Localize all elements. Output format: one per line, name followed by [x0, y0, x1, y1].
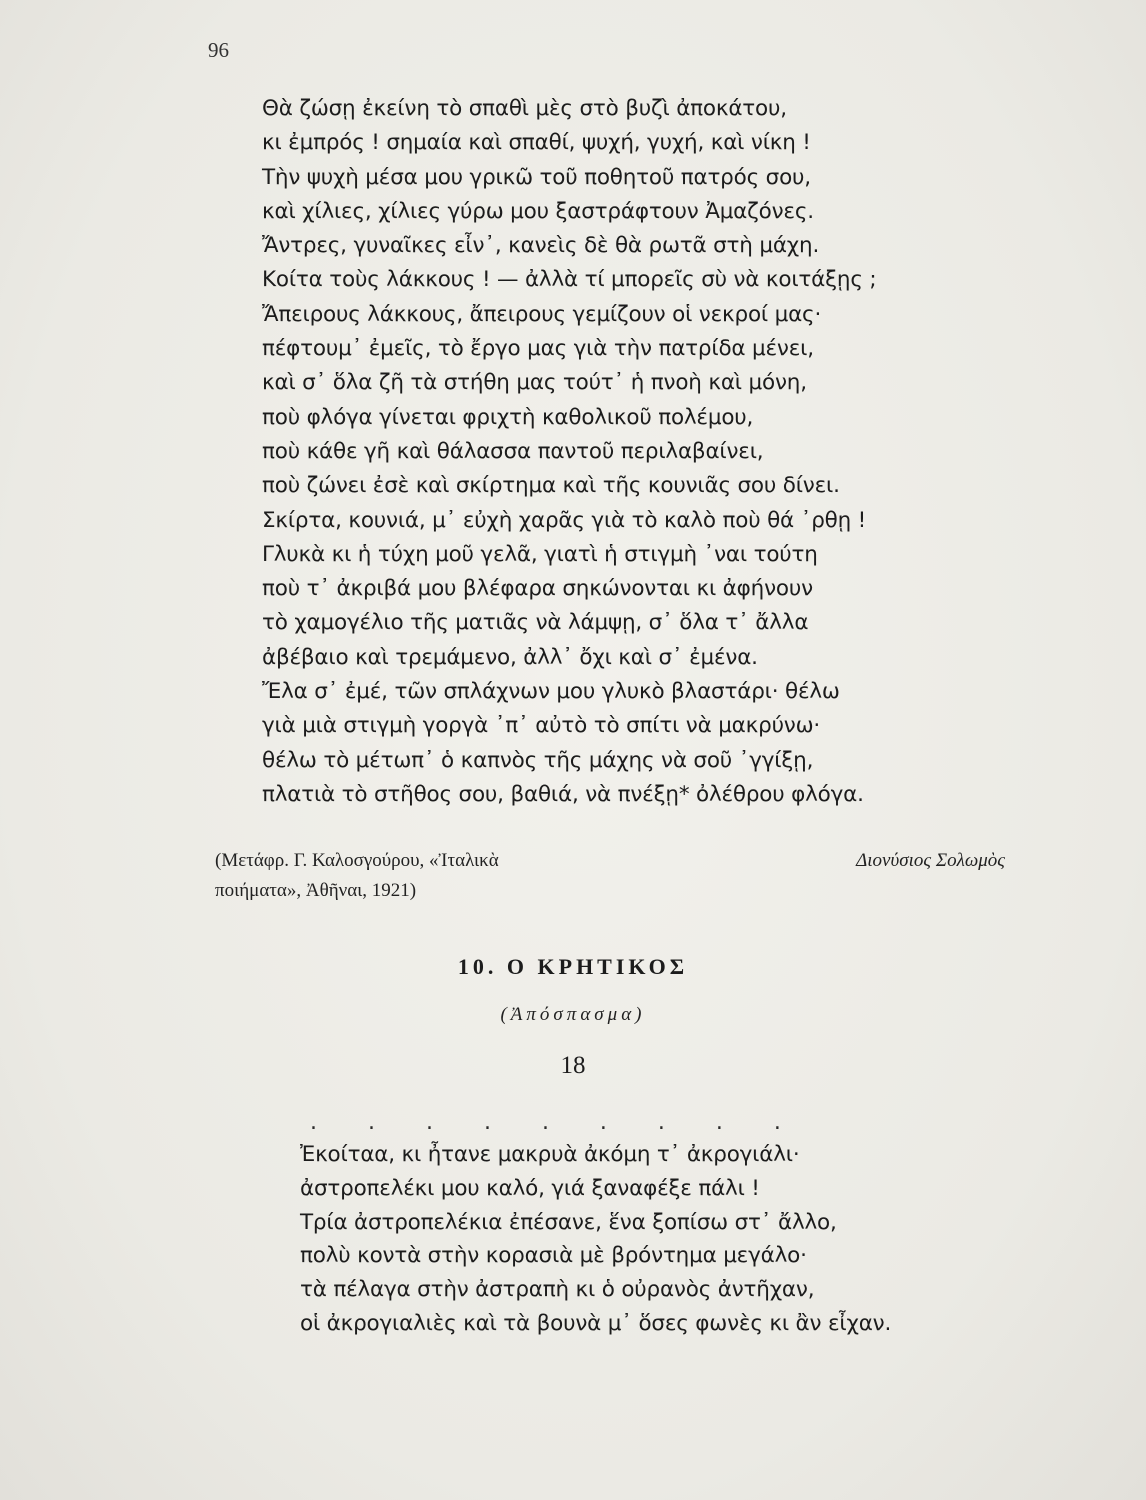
poem-line: Ἄντρες, γυναῖκες εἶν᾿, κανεὶς δὲ θὰ ρωτᾶ στὴ μάχη.	[262, 233, 820, 259]
poem-line: καὶ χίλιες, χίλιες γύρω μου ξαστράφτουν Ἀμαζόνες.	[262, 198, 814, 224]
translation-credit	[215, 846, 1005, 906]
page-number: 96	[208, 38, 229, 62]
section-title: 10. Ο ΚΡΗΤΙΚΟΣ	[457, 954, 689, 979]
poem-line: Ἔλα σ᾿ ἐμέ, τῶν σπλάχνων μου γλυκὸ βλαστάρι· θέλω	[262, 679, 840, 705]
poem-line: πλατιὰ τὸ στῆθος σου, βαθιά, νὰ πνέξῃ* ὀλέθρου φλόγα.	[262, 781, 864, 807]
omission-dots: . . . . . . . . .	[310, 1110, 803, 1135]
poem-line: γιὰ μιὰ στιγμὴ γοργὰ ᾿π᾿ αὐτὸ τὸ σπίτι νὰ μακρύνω·	[262, 713, 821, 739]
poem-line: ποὺ τ᾿ ἀκριβά μου βλέφαρα σηκώνονται κι ἀφήνουν	[262, 576, 813, 602]
poem-excerpt	[262, 92, 1022, 812]
poem-line: ἀστροπελέκι μου καλό, γιά ξαναφέξε πάλι !	[300, 1175, 760, 1201]
poem-line: ποὺ φλόγα γίνεται φριχτὴ καθολικοῦ πολέμου,	[262, 404, 754, 430]
poem-line: Τρία ἀστροπελέκια ἐπέσανε, ἕνα ξοπίσω στ᾿ ἄλλο,	[300, 1209, 837, 1235]
credit-line-2: ποιήματα», Ἀθῆναι, 1921)	[215, 880, 417, 901]
poem-line: ποὺ κάθε γῆ καὶ θάλασσα παντοῦ περιλαβαίνει,	[262, 438, 764, 464]
poem-excerpt-kritikos	[300, 1138, 1020, 1341]
poem-line: Θὰ ζώσῃ ἐκείνη τὸ σπαθὶ μὲς στὸ βυζὶ ἀποκάτου,	[262, 96, 787, 121]
poem-line: Κοίτα τοὺς λάκκους ! — ἀλλὰ τί μπορεῖς σὺ νὰ κοιτάξῃς ;	[262, 267, 877, 293]
poem-line: Τὴν ψυχὴ μέσα μου γρικῶ τοῦ ποθητοῦ πατρός σου,	[262, 164, 811, 190]
stanza-number: 18	[560, 1052, 586, 1079]
poem-line: πέφτουμ᾿ ἐμεῖς, τὸ ἔργο μας γιὰ τὴν πατρίδα μένει,	[262, 336, 814, 362]
poem-line: θέλω τὸ μέτωπ᾿ ὁ καπνὸς τῆς μάχης νὰ σοῦ ᾿γγίξῃ,	[262, 747, 814, 773]
poem-line: Γλυκὰ κι ἡ τύχη μοῦ γελᾶ, γιατὶ ἡ στιγμὴ ᾿ναι τούτη	[262, 541, 818, 567]
poem-line: πολὺ κοντὰ στὴν κορασιὰ μὲ βρόντημα μεγάλο·	[300, 1243, 807, 1269]
poem-line: Ἄπειρους λάκκους, ἄπειρους γεμίζουν οἱ νεκροί μας·	[262, 301, 822, 327]
poem-line: κι ἐμπρός ! σημαία καὶ σπαθί, ψυχή, γυχή, καὶ νίκη !	[262, 130, 811, 156]
poem-line: καὶ σ᾿ ὅλα ζῆ τὰ στήθη μας τούτ᾿ ἡ πνοὴ καὶ μόνη,	[262, 370, 807, 396]
poem-line: ἀβέβαιο καὶ τρεμάμενο, ἀλλ᾿ ὄχι καὶ σ᾿ ἐμένα.	[262, 644, 758, 670]
poem-line: τὰ πέλαγα στὴν ἀστραπὴ κι ὁ οὐρανὸς ἀντῆχαν,	[300, 1277, 815, 1303]
section-subtitle: (Ἀπόσπασμα)	[500, 1004, 646, 1025]
poem-line: Σκίρτα, κουνιά, μ᾿ εὐχὴ χαρᾶς γιὰ τὸ καλὸ ποὺ θά ᾿ρθῃ !	[262, 507, 867, 533]
poem-line: Ἐκοίταα, κι ἦτανε μακρυὰ ἀκόμη τ᾿ ἀκρογιάλι·	[300, 1142, 800, 1167]
credit-line-1: (Μετάφρ. Γ. Καλοσγούρου, «Ἰταλικὰ	[215, 850, 499, 871]
author-name: Διονύσιος Σολωμὸς	[856, 850, 1005, 871]
poem-line: ποὺ ζώνει ἐσὲ καὶ σκίρτημα καὶ τῆς κουνιᾶς σου δίνει.	[262, 473, 840, 499]
poem-line: οἱ ἀκρογιαλιὲς καὶ τὰ βουνὰ μ᾿ ὅσες φωνὲς κι ἂν εἶχαν.	[300, 1310, 892, 1336]
poem-line: τὸ χαμογέλιο τῆς ματιᾶς νὰ λάμψῃ, σ᾿ ὅλα τ᾿ ἄλλα	[262, 610, 809, 636]
